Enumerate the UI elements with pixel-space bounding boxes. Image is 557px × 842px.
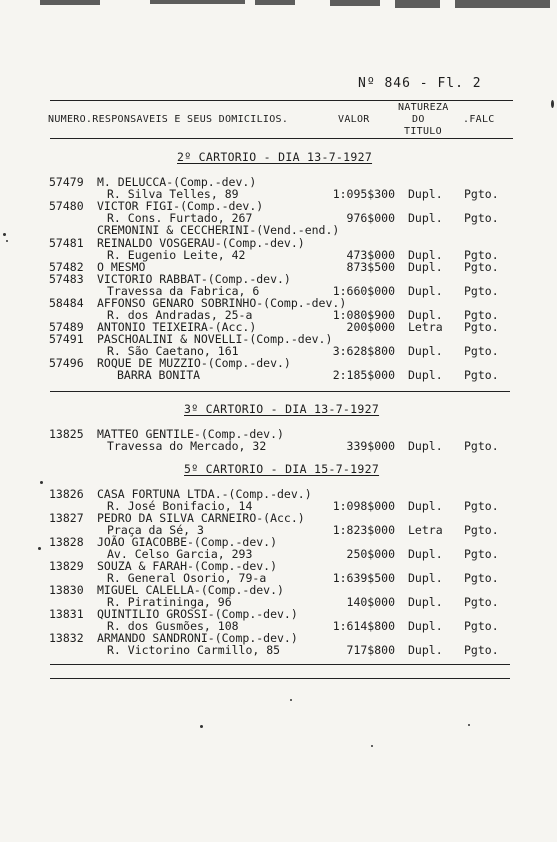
entry-number: 13829 — [49, 559, 84, 573]
entry-address: Travessa do Mercado, 32 — [107, 439, 267, 453]
header-num-resp: NUMERO.RESPONSAVEIS E SEUS DOMICILIOS. — [48, 114, 289, 125]
entry-name: M. DELUCCA-(Comp.-dev.) — [97, 175, 257, 189]
section-title: 5º CARTORIO - DIA 15-7-1927 — [184, 462, 380, 476]
entry-valor: 2:185$000 — [332, 368, 395, 382]
entry-address: R. José Bonifacio, 14 — [107, 499, 253, 513]
entry-natureza: Dupl. — [408, 368, 443, 382]
entry-valor: 473$000 — [346, 248, 395, 262]
entry-situacao: Pgto. — [464, 619, 499, 633]
entry-number: 57483 — [49, 272, 84, 286]
scan-edge-mark — [255, 0, 295, 5]
scan-edge-mark — [150, 0, 245, 4]
entry-valor: 1:614$800 — [332, 619, 395, 633]
scan-speck — [371, 745, 373, 747]
scan-speck — [200, 725, 203, 728]
entry-valor: 1:639$500 — [332, 571, 395, 585]
page-number: Nº 846 - Fl. 2 — [358, 76, 482, 91]
entry-number: 13831 — [49, 607, 84, 621]
entry-natureza: Dupl. — [408, 211, 443, 225]
header-top-rule — [50, 100, 513, 101]
scan-edge-mark — [330, 0, 380, 6]
entry-natureza: Dupl. — [408, 187, 443, 201]
entry-number: 57479 — [49, 175, 84, 189]
entry-valor: 1:823$000 — [332, 523, 395, 537]
entry-number: 57496 — [49, 356, 84, 370]
entry-natureza: Letra — [408, 523, 443, 537]
entry-natureza: Dupl. — [408, 260, 443, 274]
entry-natureza: Dupl. — [408, 284, 443, 298]
entry-address: R. Eugenio Leite, 42 — [107, 248, 246, 262]
entry-situacao: Pgto. — [464, 211, 499, 225]
entry-situacao: Pgto. — [464, 439, 499, 453]
entry-number: 57491 — [49, 332, 84, 346]
footer-rule-bottom — [50, 678, 510, 679]
entry-address: R. dos Andradas, 25-a — [107, 308, 253, 322]
entry-situacao: Pgto. — [464, 187, 499, 201]
entry-number: 13832 — [49, 631, 84, 645]
entry-name: QUINTILIO GROSSI-(Comp.-dev.) — [97, 607, 298, 621]
entry-situacao: Pgto. — [464, 547, 499, 561]
entry-number: 13826 — [49, 487, 84, 501]
entry-natureza: Dupl. — [408, 619, 443, 633]
header-valor: VALOR — [338, 114, 370, 125]
entry-number: 13828 — [49, 535, 84, 549]
entry-name: PASCHOALINI & NOVELLI-(Comp.-dev.) — [97, 332, 333, 346]
entry-name: MIGUEL CALELLA-(Comp.-dev.) — [97, 583, 284, 597]
entry-number: 13825 — [49, 427, 84, 441]
entry-valor: 250$000 — [346, 547, 395, 561]
scan-speck — [40, 481, 43, 484]
entry-name: CASA FORTUNA LTDA.-(Comp.-dev.) — [97, 487, 312, 501]
entry-number: 57489 — [49, 320, 84, 334]
scan-edge-mark — [40, 0, 100, 5]
entry-address: R. Cons. Furtado, 267 — [107, 211, 253, 225]
header-natureza-3: TITULO — [404, 126, 442, 137]
entry-situacao: Pgto. — [464, 523, 499, 537]
entry-situacao: Pgto. — [464, 643, 499, 657]
entry-natureza: Dupl. — [408, 643, 443, 657]
entry-address: BARRA BONITA — [117, 368, 201, 382]
entry-number: 58484 — [49, 296, 84, 310]
header-falc: .FALC — [463, 114, 495, 125]
entry-valor: 1:660$000 — [332, 284, 395, 298]
entry-situacao: Pgto. — [464, 571, 499, 585]
entry-number: 57482 — [49, 260, 84, 274]
entry-name: ROQUE DE MUZZIO-(Comp.-dev.) — [97, 356, 291, 370]
entry-number: 13830 — [49, 583, 84, 597]
scan-speck — [551, 100, 554, 108]
entry-number: 13827 — [49, 511, 84, 525]
entry-valor: 200$000 — [346, 320, 395, 334]
entry-valor: 140$000 — [346, 595, 395, 609]
entry-address: R. General Osorio, 79-a — [107, 571, 267, 585]
header-bottom-rule — [50, 138, 513, 139]
entry-name: MATTEO GENTILE-(Comp.-dev.) — [97, 427, 284, 441]
entry-valor: 717$800 — [346, 643, 395, 657]
entry-name: JOÃO GIACOBBE-(Comp.-dev.) — [97, 535, 278, 549]
entry-number: 57481 — [49, 236, 84, 250]
entry-valor: 1:080$900 — [332, 308, 395, 322]
entry-valor: 339$000 — [346, 439, 395, 453]
entry-natureza: Dupl. — [408, 439, 443, 453]
entry-natureza: Letra — [408, 320, 443, 334]
header-natureza-2: DO — [412, 114, 425, 125]
entry-situacao: Pgto. — [464, 320, 499, 334]
entry-natureza: Dupl. — [408, 547, 443, 561]
scan-speck — [6, 240, 8, 242]
entry-name: PEDRO DA SILVA CARNEIRO-(Acc.) — [97, 511, 305, 525]
entry-valor: 1:098$000 — [332, 499, 395, 513]
entry-natureza: Dupl. — [408, 571, 443, 585]
entry-address: R. Piratininga, 96 — [107, 595, 232, 609]
entry-situacao: Pgto. — [464, 248, 499, 262]
entry-situacao: Pgto. — [464, 368, 499, 382]
scan-speck — [468, 724, 470, 726]
scan-edge-mark — [395, 0, 440, 8]
entry-situacao: Pgto. — [464, 284, 499, 298]
entry-situacao: Pgto. — [464, 344, 499, 358]
entry-name: VICTOR FIGI-(Comp.-dev.) — [97, 199, 264, 213]
entry-valor: 1:095$300 — [332, 187, 395, 201]
entry-address: R. São Caetano, 161 — [107, 344, 239, 358]
entry-name: VICTORIO RABBAT-(Comp.-dev.) — [97, 272, 291, 286]
entry-natureza: Dupl. — [408, 344, 443, 358]
entry-valor: 873$500 — [346, 260, 395, 274]
entry-name: ANTONIO TEIXEIRA-(Acc.) — [97, 320, 257, 334]
entry-valor: 976$000 — [346, 211, 395, 225]
entry-name: O MESMO — [97, 260, 146, 274]
scan-edge-mark — [455, 0, 550, 8]
entry-name: REINALDO VOSGERAU-(Comp.-dev.) — [97, 236, 305, 250]
section-divider — [50, 391, 510, 392]
entry-address: Av. Celso Garcia, 293 — [107, 547, 253, 561]
entry-situacao: Pgto. — [464, 260, 499, 274]
section-title: 2º CARTORIO - DIA 13-7-1927 — [177, 150, 373, 164]
entry-address: R. Victorino Carmillo, 85 — [107, 643, 281, 657]
entry-name: AFFONSO GENARO SOBRINHO-(Comp.-dev.) — [97, 296, 347, 310]
entry-natureza: Dupl. — [408, 308, 443, 322]
scan-speck — [38, 547, 41, 550]
entry-situacao: Pgto. — [464, 499, 499, 513]
entry-address: Travessa da Fabrica, 6 — [107, 284, 260, 298]
entry-situacao: Pgto. — [464, 308, 499, 322]
entry-number: 57480 — [49, 199, 84, 213]
entry-situacao: Pgto. — [464, 595, 499, 609]
entry-address: Praça da Sé, 3 — [107, 523, 204, 537]
entry-natureza: Dupl. — [408, 595, 443, 609]
footer-rule-top — [50, 664, 510, 665]
scan-speck — [3, 233, 6, 236]
entry-name: SOUZA & FARAH-(Comp.-dev.) — [97, 559, 278, 573]
entry-address: R. Silva Telles, 89 — [107, 187, 239, 201]
scan-speck — [290, 699, 292, 701]
entry-natureza: Dupl. — [408, 248, 443, 262]
entry-natureza: Dupl. — [408, 499, 443, 513]
header-natureza-1: NATUREZA — [398, 102, 449, 113]
entry-valor: 3:628$800 — [332, 344, 395, 358]
section-title: 3º CARTORIO - DIA 13-7-1927 — [184, 402, 380, 416]
entry-name: ARMANDO SANDRONI-(Comp.-dev.) — [97, 631, 298, 645]
entry-endorser: CREMONINI & CECCHERINI-(Vend.-end.) — [97, 223, 340, 237]
entry-address: R. dos Gusmões, 108 — [107, 619, 239, 633]
